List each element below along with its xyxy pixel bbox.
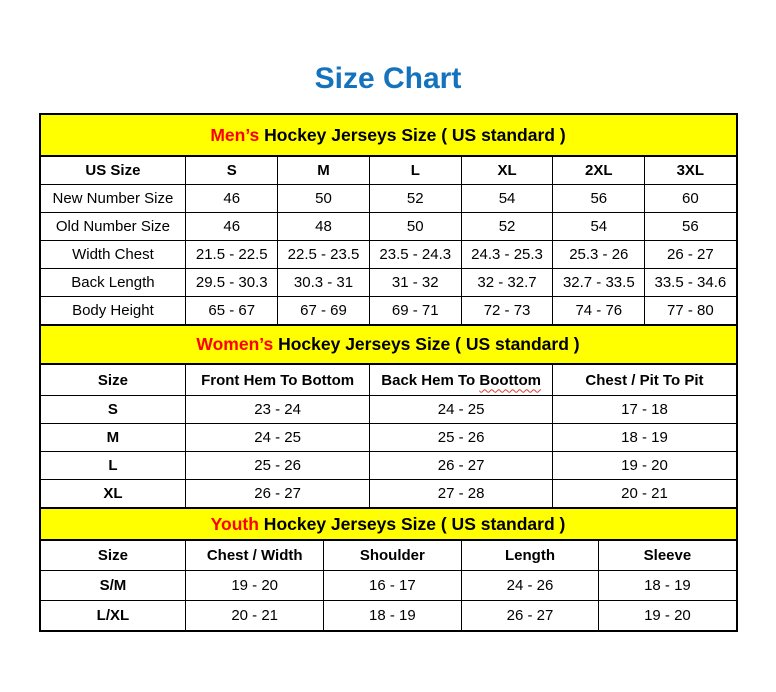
womens-table-cell: 25 - 26 bbox=[369, 424, 553, 452]
womens-table-cell: 20 - 21 bbox=[553, 480, 737, 509]
mens-section-title-highlight: Men’s bbox=[210, 124, 260, 145]
mens-table-cell: 50 bbox=[369, 213, 461, 241]
mens-table-row bbox=[40, 297, 737, 326]
youth-header-row bbox=[40, 540, 737, 571]
mens-column-header: S bbox=[186, 156, 278, 185]
youth-table-row bbox=[40, 601, 737, 632]
mens-column-header: US Size bbox=[40, 156, 186, 185]
womens-table-cell: L bbox=[40, 452, 186, 480]
mens-table-cell: 50 bbox=[278, 185, 370, 213]
mens-table-cell: Old Number Size bbox=[40, 213, 186, 241]
youth-column-header: Sleeve bbox=[599, 540, 737, 571]
mens-column-header: XL bbox=[461, 156, 553, 185]
mens-header-row bbox=[40, 156, 737, 185]
mens-table-cell: 56 bbox=[553, 185, 645, 213]
mens-table-cell: 25.3 - 26 bbox=[553, 241, 645, 269]
womens-section-title-highlight: Women’s bbox=[196, 334, 274, 354]
youth-section-title: Youth Hockey Jerseys Size ( US standard ) bbox=[40, 508, 737, 540]
size-tables bbox=[39, 113, 738, 632]
mens-table-cell: 77 - 80 bbox=[645, 297, 737, 326]
mens-table-cell: 22.5 - 23.5 bbox=[278, 241, 370, 269]
mens-table-cell: 32 - 32.7 bbox=[461, 269, 553, 297]
mens-table-cell: 21.5 - 22.5 bbox=[186, 241, 278, 269]
mens-table-cell: 72 - 73 bbox=[461, 297, 553, 326]
womens-column-header: Front Hem To Bottom bbox=[186, 364, 370, 396]
youth-table-cell: 19 - 20 bbox=[186, 571, 324, 601]
misspelled-word: Boottom bbox=[479, 371, 542, 389]
mens-table-cell: Width Chest bbox=[40, 241, 186, 269]
mens-column-header: L bbox=[369, 156, 461, 185]
womens-table-cell: 24 - 25 bbox=[369, 396, 553, 424]
womens-table-cell: 27 - 28 bbox=[369, 480, 553, 509]
youth-table-cell: L/XL bbox=[40, 601, 186, 632]
womens-column-header: Size bbox=[40, 364, 186, 396]
womens-table-cell: 26 - 27 bbox=[186, 480, 370, 509]
youth-section-title-highlight: Youth bbox=[210, 513, 259, 534]
mens-table-cell: 30.3 - 31 bbox=[278, 269, 370, 297]
mens-table-row bbox=[40, 213, 737, 241]
youth-table-cell: 19 - 20 bbox=[599, 601, 737, 632]
mens-table-cell: 29.5 - 30.3 bbox=[186, 269, 278, 297]
youth-table-cell: 20 - 21 bbox=[186, 601, 324, 632]
womens-column-header: Chest / Pit To Pit bbox=[553, 364, 737, 396]
womens-table-cell: 17 - 18 bbox=[553, 396, 737, 424]
womens-table-cell: 19 - 20 bbox=[553, 452, 737, 480]
youth-section-band-row bbox=[40, 508, 737, 540]
mens-table-row bbox=[40, 241, 737, 269]
mens-table-row bbox=[40, 269, 737, 297]
mens-table-cell: 69 - 71 bbox=[369, 297, 461, 326]
womens-header-row bbox=[40, 364, 737, 396]
mens-size-table bbox=[39, 113, 738, 326]
mens-table-cell: 54 bbox=[553, 213, 645, 241]
womens-section-title: Women’s Hockey Jerseys Size ( US standard ) bbox=[40, 325, 737, 364]
mens-table-cell: Body Height bbox=[40, 297, 186, 326]
womens-table-cell: M bbox=[40, 424, 186, 452]
youth-table-row bbox=[40, 571, 737, 601]
womens-column-header: Back Hem To Boottom bbox=[369, 364, 553, 396]
mens-table-cell: 33.5 - 34.6 bbox=[645, 269, 737, 297]
mens-table-row bbox=[40, 185, 737, 213]
youth-table-cell: 16 - 17 bbox=[324, 571, 462, 601]
mens-table-cell: 52 bbox=[369, 185, 461, 213]
youth-table-cell: 18 - 19 bbox=[599, 571, 737, 601]
womens-size-table bbox=[39, 324, 738, 509]
youth-size-table bbox=[39, 507, 738, 632]
mens-table-cell: 32.7 - 33.5 bbox=[553, 269, 645, 297]
womens-table-row bbox=[40, 396, 737, 424]
mens-table-cell: 31 - 32 bbox=[369, 269, 461, 297]
mens-table-cell: 54 bbox=[461, 185, 553, 213]
mens-table-cell: 48 bbox=[278, 213, 370, 241]
mens-section-title: Men’s Hockey Jerseys Size ( US standard ) bbox=[40, 114, 737, 156]
mens-column-header: 2XL bbox=[553, 156, 645, 185]
mens-table-cell: 46 bbox=[186, 213, 278, 241]
mens-table-cell: 52 bbox=[461, 213, 553, 241]
youth-table-cell: 18 - 19 bbox=[324, 601, 462, 632]
page-title: Size Chart bbox=[314, 62, 462, 95]
mens-table-cell: Back Length bbox=[40, 269, 186, 297]
womens-section-band-row bbox=[40, 325, 737, 364]
womens-table-cell: XL bbox=[40, 480, 186, 509]
womens-table-cell: 24 - 25 bbox=[186, 424, 370, 452]
youth-table-cell: S/M bbox=[40, 571, 186, 601]
womens-table-row bbox=[40, 480, 737, 509]
mens-table-cell: 26 - 27 bbox=[645, 241, 737, 269]
youth-table-cell: 26 - 27 bbox=[461, 601, 599, 632]
mens-column-header: M bbox=[278, 156, 370, 185]
mens-column-header: 3XL bbox=[645, 156, 737, 185]
womens-table-cell: 25 - 26 bbox=[186, 452, 370, 480]
womens-table-row bbox=[40, 452, 737, 480]
mens-table-cell: 24.3 - 25.3 bbox=[461, 241, 553, 269]
womens-table-row bbox=[40, 424, 737, 452]
mens-table-cell: 74 - 76 bbox=[553, 297, 645, 326]
mens-table-cell: 23.5 - 24.3 bbox=[369, 241, 461, 269]
womens-table-cell: 23 - 24 bbox=[186, 396, 370, 424]
mens-section-band-row bbox=[40, 114, 737, 156]
mens-table-cell: 60 bbox=[645, 185, 737, 213]
mens-table-cell: New Number Size bbox=[40, 185, 186, 213]
womens-table-cell: S bbox=[40, 396, 186, 424]
youth-column-header: Size bbox=[40, 540, 186, 571]
mens-table-cell: 65 - 67 bbox=[186, 297, 278, 326]
womens-table-cell: 26 - 27 bbox=[369, 452, 553, 480]
mens-table-cell: 56 bbox=[645, 213, 737, 241]
mens-table-cell: 46 bbox=[186, 185, 278, 213]
womens-table-cell: 18 - 19 bbox=[553, 424, 737, 452]
mens-table-cell: 67 - 69 bbox=[278, 297, 370, 326]
youth-column-header: Length bbox=[461, 540, 599, 571]
youth-table-cell: 24 - 26 bbox=[461, 571, 599, 601]
youth-column-header: Chest / Width bbox=[186, 540, 324, 571]
youth-column-header: Shoulder bbox=[324, 540, 462, 571]
